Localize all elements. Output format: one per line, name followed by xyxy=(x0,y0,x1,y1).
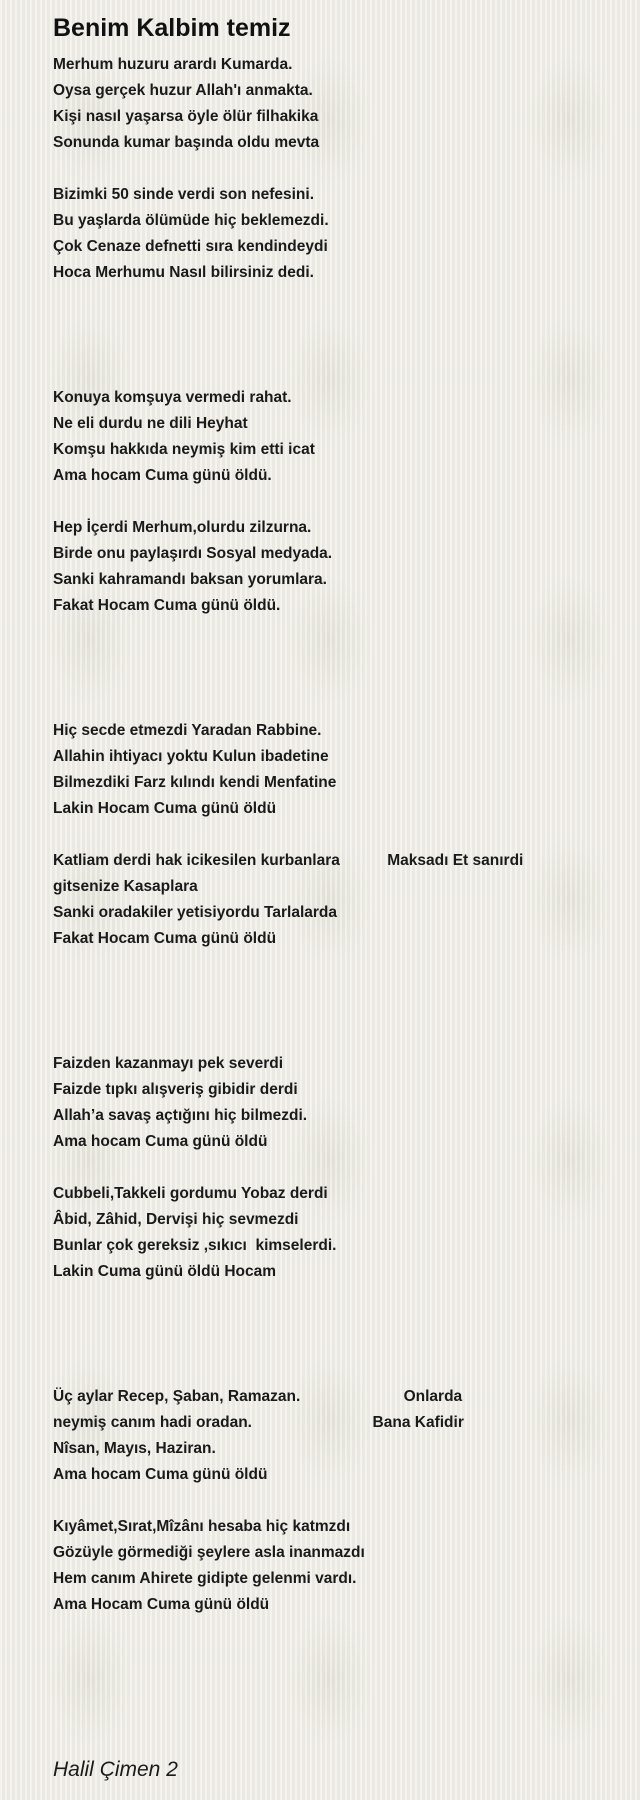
poem-line: Ama Hocam Cuma günü öldü xyxy=(53,1596,270,1613)
section-spacer xyxy=(53,619,613,718)
stanza-4 xyxy=(53,515,613,619)
poem-line: Komşu hakkıda neymiş kim etti icat xyxy=(53,441,315,458)
poem-line: neymiş canım hadi oradan. Bana Kafidir xyxy=(53,1414,464,1431)
stanza-2 xyxy=(53,182,613,286)
section-spacer xyxy=(53,286,613,385)
poem-line: Merhum huzuru arardı Kumarda. xyxy=(53,56,293,73)
poem-line: Allahin ihtiyacı yoktu Kulun ibadetine xyxy=(53,748,329,765)
stanza-5 xyxy=(53,718,613,822)
poem-line: Hep İçerdi Merhum,olurdu zilzurna. xyxy=(53,519,312,536)
stanza-6 xyxy=(53,848,613,952)
stanza-3 xyxy=(53,385,613,489)
poem-line: Oysa gerçek huzur Allah'ı anmakta. xyxy=(53,82,313,99)
author-signature: Halil Çimen 2 xyxy=(53,1758,178,1781)
poem-line: Bunlar çok gereksiz ,sıkıcı kimselerdi. xyxy=(53,1237,337,1254)
poem-title: Benim Kalbim temiz xyxy=(53,14,291,42)
stanza-spacer xyxy=(53,1155,613,1181)
poem-line: Üç aylar Recep, Şaban, Ramazan. Onlarda xyxy=(53,1388,463,1405)
section-spacer xyxy=(53,1285,613,1384)
poem-line: Faizde tıpkı alışveriş gibidir derdi xyxy=(53,1081,298,1098)
section-spacer xyxy=(53,952,613,1051)
stanza-10 xyxy=(53,1514,613,1618)
poem-line: Hiç secde etmezdi Yaradan Rabbine. xyxy=(53,722,322,739)
stanza-1 xyxy=(53,52,613,156)
stanza-spacer xyxy=(53,489,613,515)
poem-line: Sonunda kumar başında oldu mevta xyxy=(53,134,320,151)
stanza-spacer xyxy=(53,822,613,848)
poem-line: Ne eli durdu ne dili Heyhat xyxy=(53,415,248,432)
poem-line: Faizden kazanmayı pek severdi xyxy=(53,1055,284,1072)
stanza-spacer xyxy=(53,1488,613,1514)
poem-line: Lakin Cuma günü öldü Hocam xyxy=(53,1263,277,1280)
poem-line: Ama hocam Cuma günü öldü xyxy=(53,1133,268,1150)
poem-line: Allah’a savaş açtığını hiç bilmezdi. xyxy=(53,1107,308,1124)
stanza-7 xyxy=(53,1051,613,1155)
stanza-9 xyxy=(53,1384,613,1488)
poem-line: Ama hocam Cuma günü öldü. xyxy=(53,467,272,484)
poem-line: Ama hocam Cuma günü öldü xyxy=(53,1466,268,1483)
poem-line: Lakin Hocam Cuma günü öldü xyxy=(53,800,277,817)
poem-line: Gözüyle görmediği şeylere asla inanmazdı xyxy=(53,1544,365,1561)
poem-line: Hoca Merhumu Nasıl bilirsiniz dedi. xyxy=(53,264,314,281)
poem-line: Nîsan, Mayıs, Haziran. xyxy=(53,1440,216,1457)
poem-line: Âbid, Zâhid, Dervişi hiç sevmezdi xyxy=(53,1211,299,1228)
poem-line: Bilmezdiki Farz kılındı kendi Menfatine xyxy=(53,774,337,791)
stanza-spacer xyxy=(53,156,613,182)
poem-line: Hem canım Ahirete gidipte gelenmi vardı. xyxy=(53,1570,357,1587)
poem-line: Konuya komşuya vermedi rahat. xyxy=(53,389,292,406)
poem-line: Birde onu paylaşırdı Sosyal medyada. xyxy=(53,545,333,562)
poem-body xyxy=(53,52,613,1618)
poem-line: gitsenize Kasaplara xyxy=(53,878,198,895)
poem-line: Kıyâmet,Sırat,Mîzânı hesaba hiç katmzdı xyxy=(53,1518,351,1535)
poem-line: Çok Cenaze defnetti sıra kendindeydi xyxy=(53,238,328,255)
poem-line: Fakat Hocam Cuma günü öldü xyxy=(53,930,277,947)
poem-line: Fakat Hocam Cuma günü öldü. xyxy=(53,597,281,614)
poem-line: Sanki kahramandı baksan yorumlara. xyxy=(53,571,327,588)
stanza-8 xyxy=(53,1181,613,1285)
poem-line: Cubbeli,Takkeli gordumu Yobaz derdi xyxy=(53,1185,328,1202)
poem-line: Sanki oradakiler yetisiyordu Tarlalarda xyxy=(53,904,338,921)
poem-line: Katliam derdi hak icikesilen kurbanlara Maksadı Et sanırdi xyxy=(53,852,524,869)
poem-line: Bizimki 50 sinde verdi son nefesini. xyxy=(53,186,315,203)
poem-line: Kişi nasıl yaşarsa öyle ölür filhakika xyxy=(53,108,319,125)
poem-line: Bu yaşlarda ölümüde hiç beklemezdi. xyxy=(53,212,329,229)
